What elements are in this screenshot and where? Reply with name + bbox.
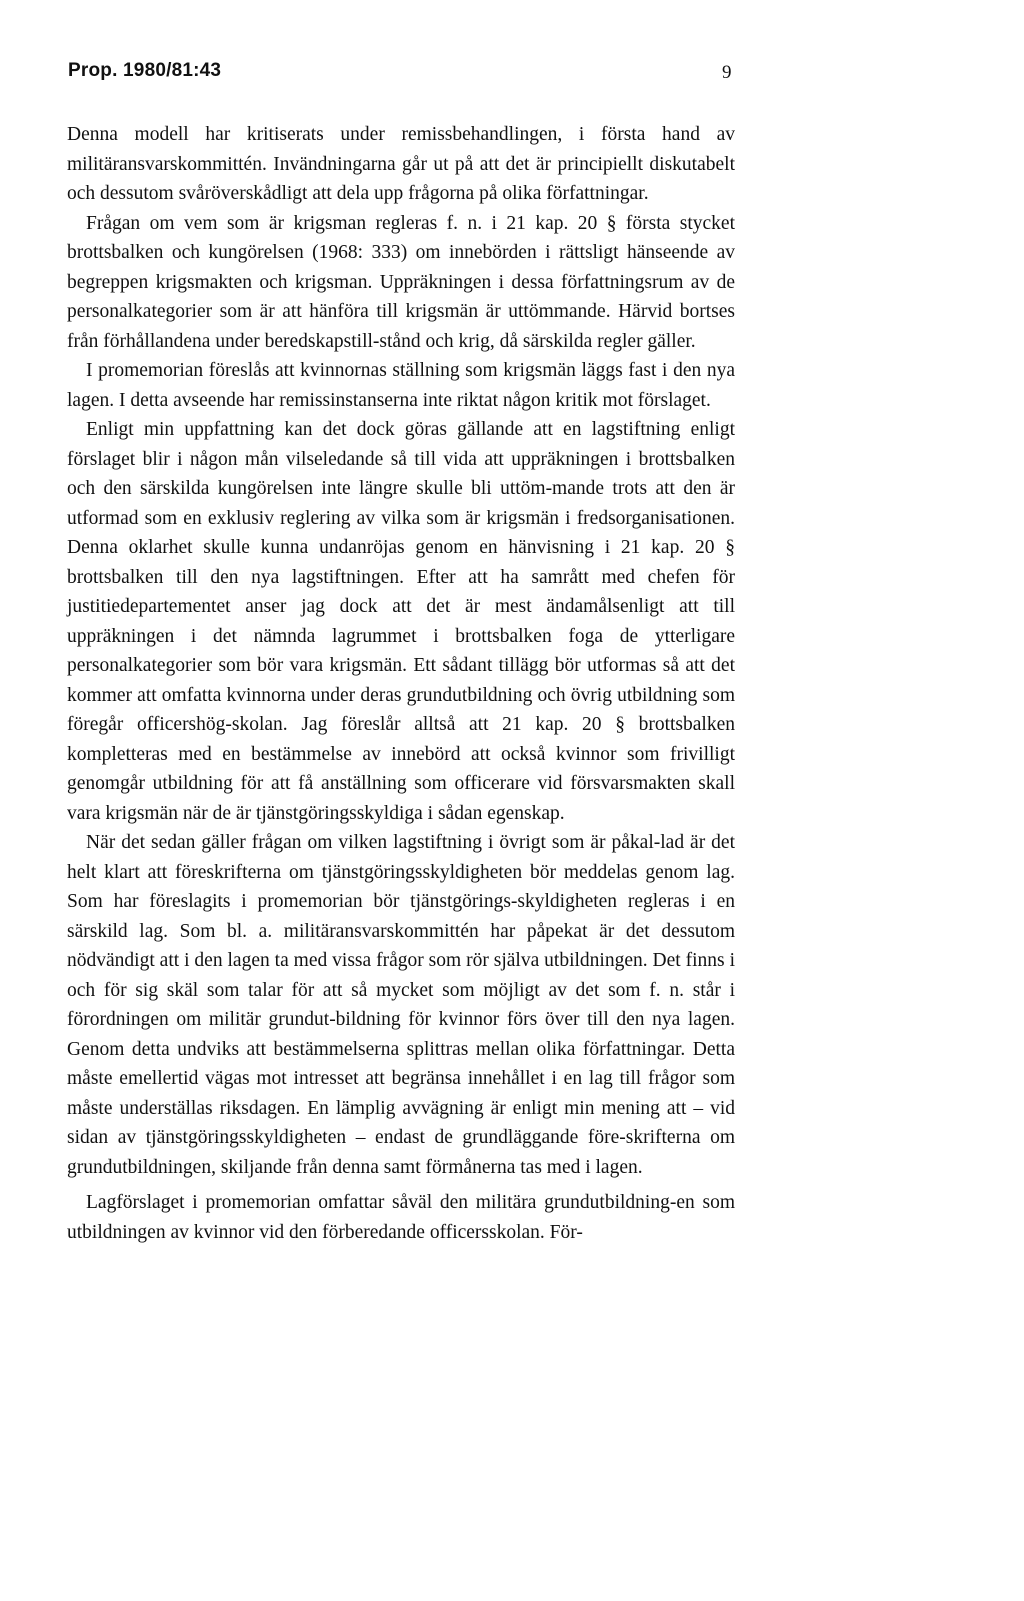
paragraph: Enligt min uppfattning kan det dock göras gällande att en lagstiftning enligt förslaget blir i någon mån vilseledande så till vida att uppräkningen i brottsbalken och den särskilda kungörelsen inte längre skulle bli uttöm-mande trots att den är utformad som en exklusiv reglering av vilka som är krigsmän i fredsorganisationen. Denna oklarhet skulle kunna undanröjas genom en hänvisning i 21 kap. 20 § brottsbalken till den nya lagstiftningen. Efter att ha samrått med chefen för justitiedepartementet anser jag dock att det är mest ändamålsenligt att till uppräkningen i det nämnda lagrummet i brottsbalken foga de ytterligare personalkategorier som bör vara krigsmän. Ett sådant tillägg bör utformas så att det kommer att omfatta kvinnorna under deras grundutbildning och övrig utbildning som föregår officershög-skolan. Jag föreslår alltså att 21 kap. 20 § brottsbalken kompletteras med en bestämmelse av innebörd att också kvinnor som frivilligt genomgår utbildning för att få anställning som officerare vid försvarsmakten skall vara krigsmän när de är tjänstgöringsskyldiga i sådan egenskap. [67,419,735,824]
paragraph: När det sedan gäller frågan om vilken lagstiftning i övrigt som är påkal-lad är det helt klart att föreskrifterna om tjänstgöringsskyldigheten bör meddelas genom lag. Som har föreslagits i promemorian bör tjänstgörings-skyldigheten regleras i en särskild lag. Som bl. a. militäransvarskommittén har påpekat är det dessutom nödvändigt att i den lagen ta med vissa frågor som rör själva utbildningen. Det finns i och för sig skäl som talar för att så mycket som möjligt av det som f. n. står i förordningen om militär grundut-bildning för kvinnor förs över till den nya lagen. Genom detta undviks att bestämmelserna splittras mellan olika författningar. Detta måste emellertid vägas mot intresset att begränsa innehållet i en lag till frågor som måste underställas riksdagen. En lämplig avvägning är enligt min mening att – vid sidan av tjänstgöringsskyldigheten – endast de grundläggande före-skrifterna om grundutbildningen, skiljande från denna samt förmånerna tas med i lagen. [67,832,735,1178]
paragraph: Frågan om vem som är krigsman regleras f. n. i 21 kap. 20 § första stycket brottsbalken och kungörelsen (1968: 333) om innebörden i rättsligt hänseende av begreppen krigsmakten och krigsman. Uppräkningen i dessa författningsrum av de personalkategorier som är att hänföra till krigsmän är uttömmande. Härvid bortses från förhållandena under beredskapstill-stånd och krig, då särskilda regler gäller. [67,212,735,352]
paragraph: I promemorian föreslås att kvinnornas ställning som krigsmän läggs fast i den nya lagen. I detta avseende har remissinstanserna inte riktat någon kritik mot förslaget. [67,360,735,411]
body-text [67,120,735,1247]
document-reference: Prop. 1980/81:43 [68,60,222,81]
paragraph: Lagförslaget i promemorian omfattar såväl den militära grundutbildning-en som utbildningen av kvinnor vid den förberedande officersskolan. För- [67,1192,735,1243]
page-number: 9 [722,62,732,83]
paragraph: Denna modell har kritiserats under remissbehandlingen, i första hand av militäransvarskommittén. Invändningarna går ut på att det är principiellt diskutabelt och dessutom svåröverskådligt att dela upp frågorna på olika författningar. [67,124,735,204]
